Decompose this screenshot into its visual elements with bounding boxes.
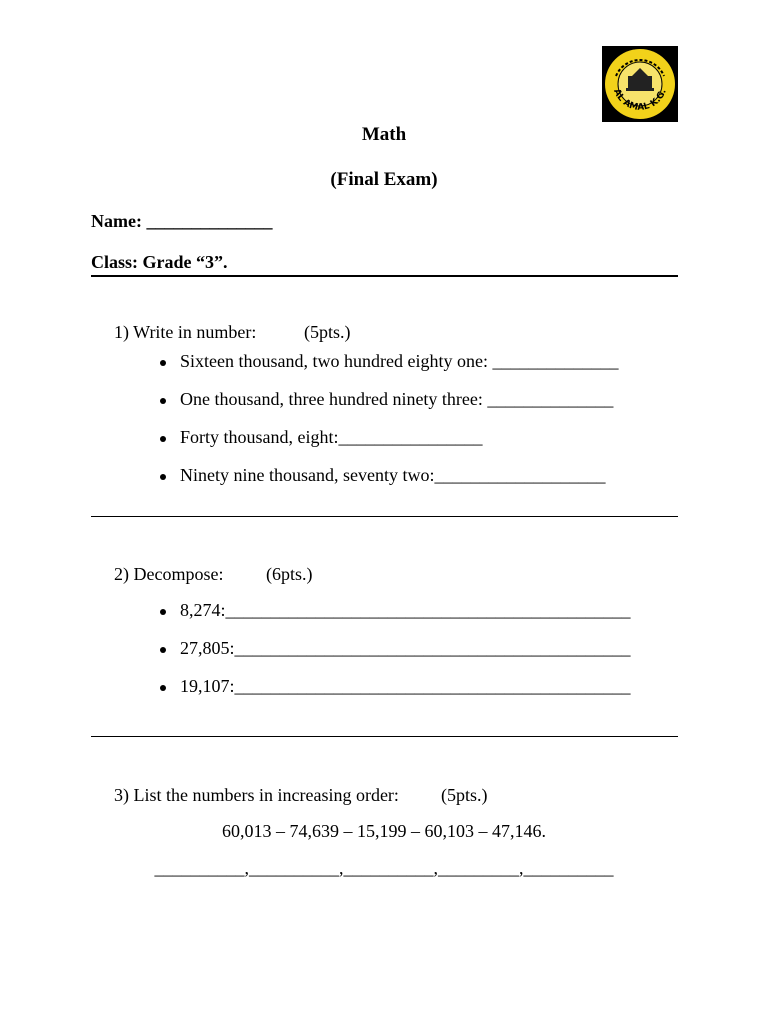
section-divider (91, 736, 678, 737)
page-subtitle: (Final Exam) (330, 169, 438, 190)
q2-item: 19,107:____________________________________________ (180, 676, 631, 696)
bullet-icon (160, 647, 166, 653)
q1-item: One thousand, three hundred ninety three: ______________ (180, 389, 614, 409)
page-title: Math (361, 124, 407, 145)
q2-item: 8,274:_____________________________________________ (180, 600, 631, 620)
bullet-icon (160, 609, 166, 615)
q3-points: (5pts.) (441, 785, 488, 805)
bullet-icon (160, 360, 166, 366)
q3-heading: 3) List the numbers in increasing order: (114, 785, 399, 805)
q2-points: (6pts.) (266, 564, 313, 584)
q1-points: (5pts.) (304, 322, 351, 342)
svg-text:AL AMAL K.G.: AL AMAL K.G. (611, 87, 669, 113)
header-divider (91, 275, 678, 277)
q3-number-list: 60,013 – 74,639 – 15,199 – 60,103 – 47,146. (222, 821, 546, 841)
q3-answer-line: __________,__________,__________,_________,__________ (154, 858, 614, 878)
q2-item: 27,805:____________________________________________ (180, 638, 631, 658)
q1-item: Forty thousand, eight:________________ (180, 427, 483, 447)
bullet-icon (160, 398, 166, 404)
q1-item: Ninety nine thousand, seventy two:___________________ (180, 465, 606, 485)
section-divider (91, 516, 678, 517)
bullet-icon (160, 685, 166, 691)
class-label: Class: Grade “3”. (91, 252, 228, 272)
bullet-icon (160, 474, 166, 480)
school-logo (602, 46, 678, 122)
name-field-label: Name: ______________ (91, 211, 273, 231)
q1-heading: 1) Write in number: (114, 322, 257, 342)
q1-item: Sixteen thousand, two hundred eighty one: ______________ (180, 351, 619, 371)
bullet-icon (160, 436, 166, 442)
q2-heading: 2) Decompose: (114, 564, 224, 584)
